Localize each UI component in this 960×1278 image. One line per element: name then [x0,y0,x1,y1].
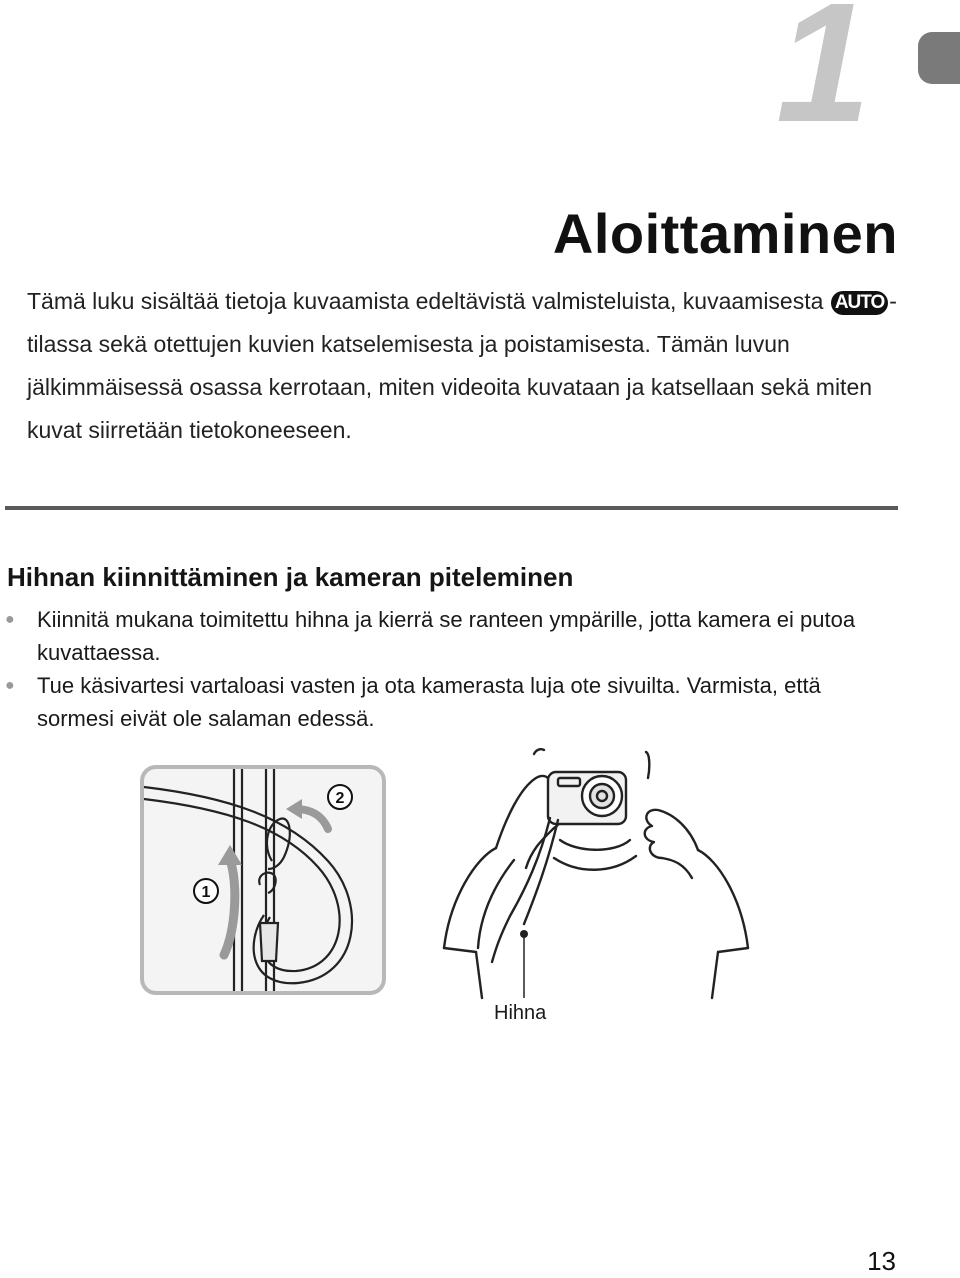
section-heading: Hihnan kiinnittäminen ja kameran piteleminen [7,562,574,592]
list-item-text: Kiinnitä mukana toimitettu hihna ja kierrä se ranteen ympärille, jotta kamera ei putoa kuvattaessa. [37,607,856,665]
strap-attach-illustration [138,765,388,997]
list-item [0,669,900,735]
step-2-marker: 2 [335,790,345,807]
intro-text-part1: Tämä luku sisältää tietoja kuvaamista edeltävistä valmisteluista, kuvaamisesta [27,288,830,314]
page-number: 13 [867,1246,896,1276]
step-1-marker: 1 [201,884,211,901]
auto-mode-icon: AUTO [831,291,888,315]
intro-text-part2: -tilassa sekä otettujen kuvien katselemisesta ja poistamisesta. Tämän luvun jälkimmäisessä osassa kerrotaan, miten videoita kuvataan ja katsellaan sekä miten kuvat siirretään tietokoneeseen. [27,288,897,443]
intro-paragraph [27,280,907,452]
page-title: Aloittaminen [552,202,898,265]
bullet-icon: ● [5,677,15,694]
list-item [0,603,900,669]
chapter-number: 1 [776,0,867,158]
holding-camera-illustration [436,748,756,1008]
chapter-tab [918,32,960,84]
strap-caption: Hihna [494,1002,547,1024]
instruction-list [0,603,900,735]
list-item-text: Tue käsivartesi vartaloasi vasten ja ota kamerasta luja ote sivuilta. Varmista, että sormesi eivät ole salaman edessä. [37,673,821,731]
bullet-icon: ● [5,611,15,628]
section-divider [5,506,898,510]
